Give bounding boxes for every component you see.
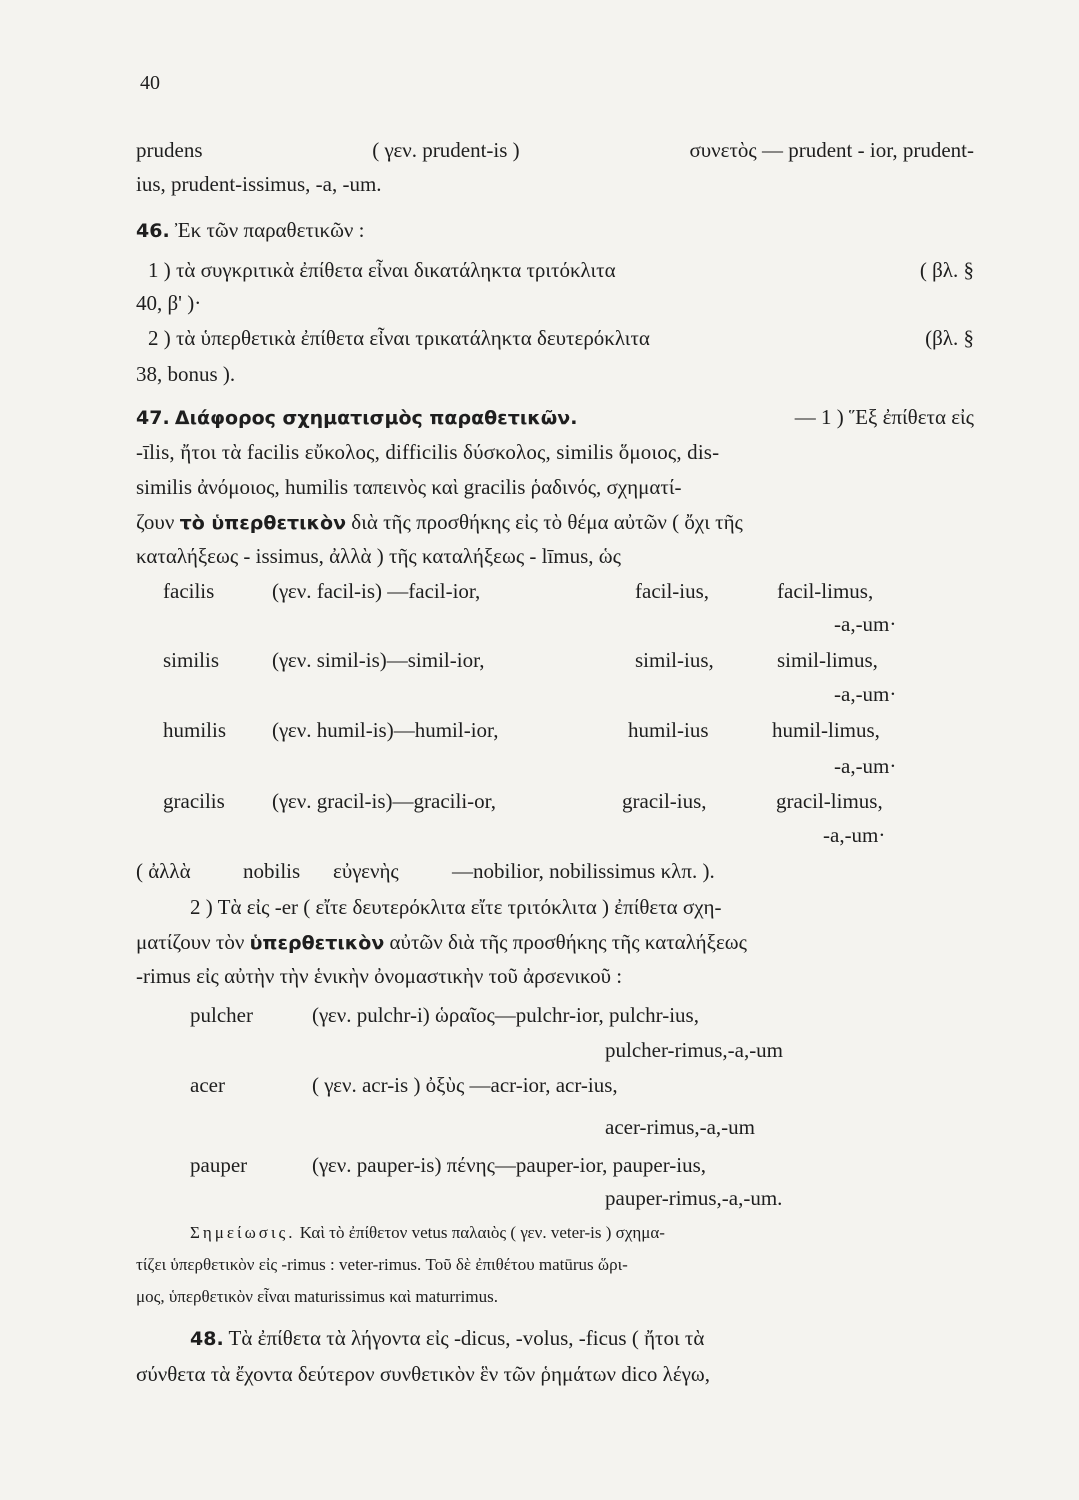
- row-word: facilis: [163, 579, 215, 603]
- page-number: 40: [140, 72, 160, 94]
- row-word: pauper: [190, 1153, 248, 1177]
- note-label: Σημείωσις.: [190, 1223, 296, 1242]
- row-word: pulcher: [190, 1003, 253, 1027]
- row-word: gracilis: [163, 789, 225, 813]
- item-1-ref-cont: 40, β' )·: [136, 291, 202, 315]
- section-48-line-1: [190, 1328, 704, 1349]
- item-2-ref: (βλ. §: [925, 326, 974, 350]
- section-47-title: Διάφορος σχηματισμὸς παραθετικῶν.: [174, 407, 578, 429]
- row-superlative: pulcher-rimus,-a,-um: [605, 1038, 784, 1062]
- nobilis-forms: —nobilior, nobilissimus κλπ. ).: [452, 859, 715, 883]
- line-4-bold: τὸ ὑπερθετικὸν: [179, 512, 347, 534]
- section-48-line-2: σύνθετα τὰ ἔχοντα δεύτερον συνθετικὸν ἓν τῶν ῥημάτων dico λέγω,: [136, 1362, 710, 1386]
- row-forms: ( γεν. acr-is ) ὀξὺς —acr-ior, acr-ius,: [312, 1073, 618, 1097]
- row-word: similis: [163, 648, 220, 672]
- section-46-item-1: [136, 260, 974, 281]
- section-47-title-group: [136, 407, 577, 428]
- er-line-3: -rimus εἰς αὐτὴν τὴν ἑνικὴν ὀνομαστικὴν τοῦ ἀρσενικοῦ :: [136, 964, 623, 988]
- er-line-2-start: ματίζουν τὸν: [136, 930, 245, 954]
- section-47-line-3: similis ἀνόμοιος, humilis ταπεινὸς καὶ gracilis ῥαδινός, σχηματί-: [136, 475, 682, 499]
- row-forms: (γεν. pauper-is) πένης—pauper-ior, pauper-ius,: [312, 1153, 707, 1177]
- row-ending: -a,-um·: [834, 612, 897, 636]
- section-46-heading: [136, 220, 365, 241]
- line-4-start: ζουν: [136, 510, 175, 534]
- item-1-ref: ( βλ. §: [919, 258, 974, 282]
- row-ending: -a,-um·: [834, 682, 897, 706]
- item-1-text: 1 ) τὰ συγκριτικὰ ἐπίθετα εἶναι δικατάληκτα τριτόκλιτα: [148, 258, 616, 282]
- er-line-2-end: αὐτῶν διὰ τῆς προσθήκης τῆς καταλήξεως: [389, 930, 747, 954]
- row-forms: (γεν. pulchr-i) ὡραῖος—pulchr-ior, pulchr-ius,: [312, 1003, 699, 1027]
- row-superlative: simil-limus,: [777, 648, 878, 672]
- section-48-text-1: Τὰ ἐπίθετα τὰ λήγοντα εἰς -dicus, -volus, -ficus ( ἤτοι τὰ: [228, 1326, 705, 1350]
- row-superlative: facil-limus,: [777, 579, 874, 603]
- section-48-number: 48.: [190, 1328, 224, 1350]
- note-line-3: μος, ὑπερθετικὸν εἶναι maturissimus καὶ maturrimus.: [136, 1287, 498, 1306]
- row-ending: -a,-um·: [823, 823, 886, 847]
- section-47-line-5: καταλήξεως - issimus, ἀλλὰ ) τῆς καταλήξεως - līmus, ὡς: [136, 544, 621, 568]
- row-superlative: acer-rimus,-a,-um: [605, 1115, 756, 1139]
- item-2-ref-cont: 38, bonus ).: [136, 362, 236, 386]
- note-line-2: τίζει ὑπερθετικὸν εἰς -rimus : veter-rimus. Τοῦ δὲ ἐπιθέτου matūrus ὥρι-: [136, 1255, 628, 1274]
- item-2-text: 2 ) τὰ ὑπερθετικὰ ἐπίθετα εἶναι τρικατάληκτα δευτερόκλιτα: [148, 326, 650, 350]
- row-comparative: facil-ius,: [635, 579, 710, 603]
- er-line-2-bold: ὑπερθετικὸν: [249, 932, 385, 954]
- er-line-1: 2 ) Τὰ εἰς -er ( εἴτε δευτερόκλιτα εἴτε τριτόκλιτα ) ἐπίθετα σχη-: [190, 895, 722, 919]
- prudens-genitive: ( γεν. prudent-is ): [372, 138, 520, 162]
- row-superlative: pauper-rimus,-a,-um.: [605, 1186, 783, 1210]
- row-comparative: gracil-ius,: [622, 789, 707, 813]
- line-4-end: διὰ τῆς προσθήκης εἰς τὸ θέμα αὐτῶν ( ὄχι τῆς: [351, 510, 743, 534]
- section-47-heading: [136, 407, 974, 428]
- row-genitive: (γεν. facil-is) —facil-ior,: [272, 579, 481, 603]
- section-47-number: 47.: [136, 407, 170, 429]
- prudens-word: prudens: [136, 138, 203, 162]
- row-word: humilis: [163, 718, 227, 742]
- row-genitive: (γεν. simil-is)—simil-ior,: [272, 648, 485, 672]
- nobilis-word: nobilis: [243, 859, 301, 883]
- row-superlative: gracil-limus,: [776, 789, 883, 813]
- section-46-item-2: [136, 328, 974, 349]
- row-word: acer: [190, 1073, 225, 1097]
- prudens-line-1: [136, 140, 974, 161]
- row-ending: -a,-um·: [834, 754, 897, 778]
- row-superlative: humil-limus,: [772, 718, 880, 742]
- nobilis-alla: ( ἀλλὰ: [136, 859, 191, 883]
- row-genitive: (γεν. humil-is)—humil-ior,: [272, 718, 499, 742]
- row-comparative: humil-ius: [628, 718, 709, 742]
- section-46-intro: Ἐκ τῶν παραθετικῶν :: [174, 218, 365, 242]
- row-genitive: (γεν. gracil-is)—gracili-or,: [272, 789, 497, 813]
- row-comparative: simil-ius,: [635, 648, 714, 672]
- nobilis-meaning: εὐγενὴς: [333, 859, 399, 883]
- prudens-line-2: ius, prudent-issimus, -a, -um.: [136, 172, 382, 196]
- note-text-1: Καὶ τὸ ἐπίθετον vetus παλαιὸς ( γεν. veter-is ) σχημα-: [299, 1223, 665, 1242]
- prudens-forms: συνετὸς — prudent - ior, prudent-: [689, 138, 974, 162]
- section-46-number: 46.: [136, 220, 170, 242]
- er-line-2: [136, 932, 747, 953]
- section-47-line-2: -īlis, ἤτοι τὰ facilis εὔκολος, difficilis δύσκολος, similis ὅμοιος, dis-: [136, 440, 720, 464]
- note-line-1: [190, 1224, 665, 1241]
- section-47-line-4: [136, 512, 743, 533]
- section-47-line-1: — 1 ) Ἕξ ἐπίθετα εἰς: [794, 405, 974, 429]
